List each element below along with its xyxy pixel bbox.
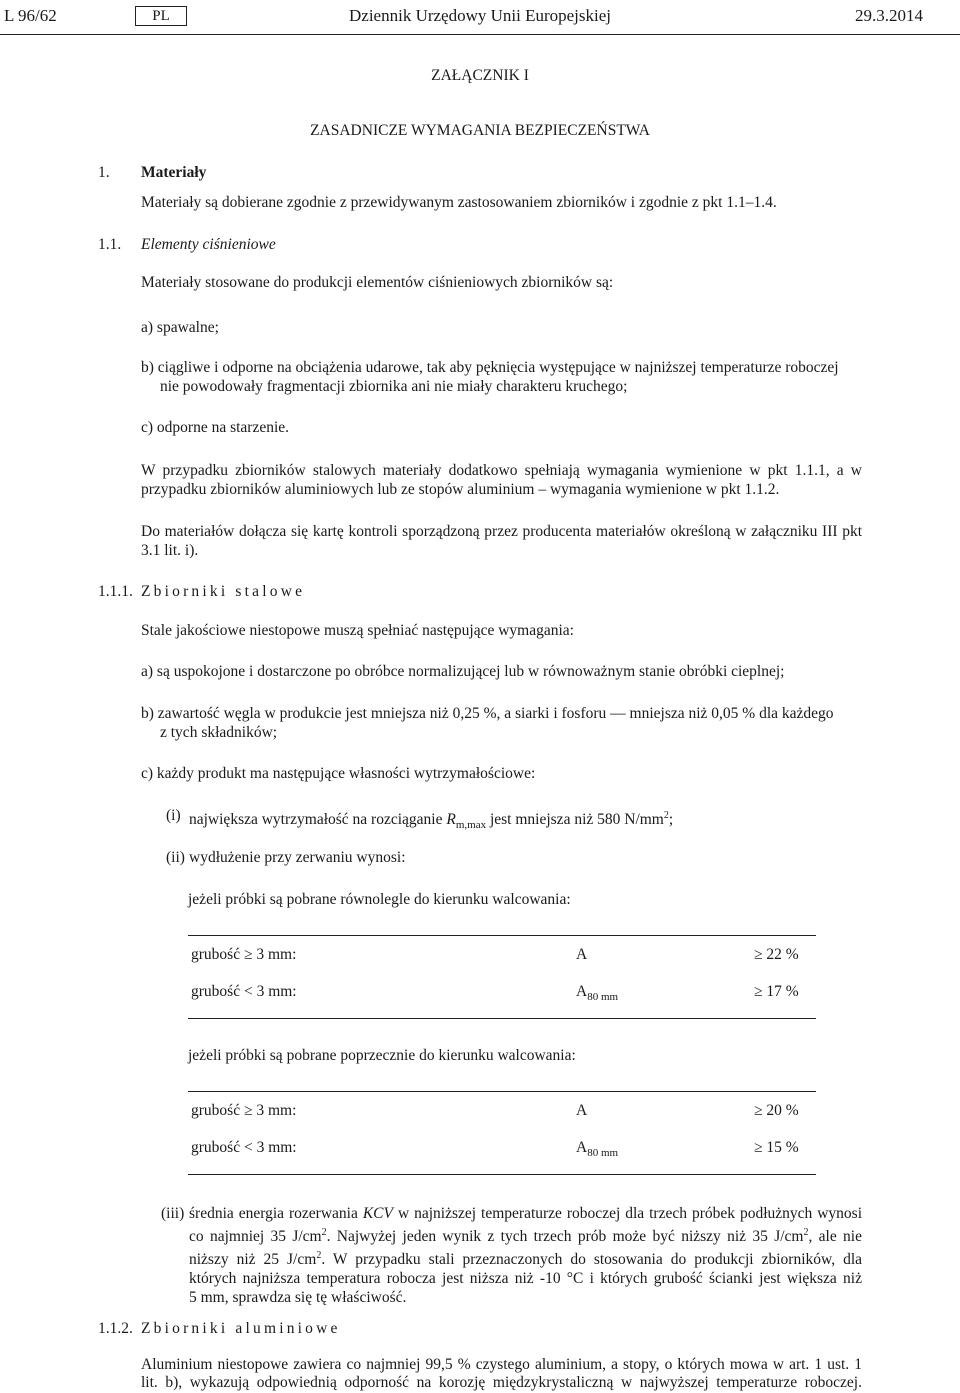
elongation-table-parallel (188, 935, 816, 1019)
steel-requirement-c: c) każdy produkt ma następujące własności wytrzymałościowe: (141, 765, 536, 782)
section-1-1-paragraph-1: W przypadku zbiorników stalowych materiały dodatkowo spełniają wymagania wymienione w pkt 1.1.1, a w przypadku zbiorników aluminiowych lub ze stopów aluminium – wymagania wymienione w pkt 1.1.2. (141, 462, 862, 498)
section-1-1-2-title: Zbiorniki aluminiowe (141, 1320, 341, 1337)
aluminium-text-line1: Aluminium niestopowe zawiera co najmniej 99,5 % czystego aluminium, a stopy, o których mowa w art. 1 ust. 1 (141, 1356, 862, 1373)
table-cell-thickness: grubość < 3 mm: (191, 983, 297, 1000)
table-rule-top (188, 1091, 816, 1092)
table-cell-symbol: $A_{80 mm}$ (576, 1139, 619, 1159)
section-1-1-1-title: Zbiorniki stalowe (141, 583, 306, 600)
table-rule-top (188, 935, 816, 936)
item-ii-text: wydłużenie przy zerwaniu wynosi: (189, 849, 406, 866)
item-i-text: największa wytrzymałość na rozciąganie $R_{m,max}$ jest mniejsza niż 580 $N/mm^2$; (189, 810, 674, 831)
table-cell-thickness: grubość ≥ 3 mm: (191, 946, 297, 963)
header-rule (0, 34, 960, 35)
table-cell-value: ≥ 17 % (754, 983, 799, 1000)
section-1-1-1-intro: Stale jakościowe niestopowe muszą spełniać następujące wymagania: (141, 622, 574, 639)
steel-requirement-b-line1: b) zawartość węgla w produkcie jest mniejsza niż 0,25 %, a siarki i fosforu — mniejsza niż 0,05 % dla każdego (141, 705, 834, 722)
annex-title: ZAŁĄCZNIK I (431, 67, 529, 84)
item-iii-text: średnia energia rozerwania KCV w najniższej temperaturze roboczej dla trzech próbek podłużnych wynosi co najmniej 35 $J/cm^2$. Najwyżej jeden wynik z tych trzech prób może być niższy niż 35 $J/cm^2$, ale nie niższy niż 25 $J/cm^2$. W przypadku stali przeznaczonych do stosowania do produkcji zbiorników, dla których najniższa temperatura robocza jest niższa niż -10 °C i których grubość ścianki jest większa niż 5 mm, sprawdza się tę właściwość. (189, 1205, 863, 1306)
steel-requirement-a: a) są uspokojone i dostarczone po obróbce normalizującej lub w równoważnym stanie obróbki cieplnej; (141, 663, 785, 680)
elongation-table-perpendicular (188, 1091, 816, 1175)
item-i-label: (i) (166, 807, 181, 824)
table-cell-value: ≥ 22 % (754, 946, 799, 963)
publication-date: 29.3.2014 (855, 6, 923, 25)
journal-title: Dziennik Urzędowy Unii Europejskiej (349, 6, 612, 25)
table-cell-thickness: grubość < 3 mm: (191, 1139, 297, 1156)
section-title: ZASADNICZE WYMAGANIA BEZPIECZEŃSTWA (310, 122, 650, 139)
section-1-number: 1. (98, 164, 110, 181)
section-1-1-intro: Materiały stosowane do produkcji elementów ciśnieniowych zbiorników są: (141, 274, 614, 291)
item-ii-label: (ii) (166, 849, 185, 866)
list-item-b-line1: b) ciągliwe i odporne na obciążenia udarowe, tak aby pęknięcia występujące w najniższej temperaturze roboczej (141, 359, 839, 376)
table-rule-bottom (188, 1018, 816, 1019)
section-1-1-1-number: 1.1.1. (98, 583, 133, 600)
section-1-1-paragraph-2: Do materiałów dołącza się kartę kontroli sporządzoną przez producenta materiałów określoną w załączniku III pkt 3.1 lit. i). (141, 523, 862, 559)
aluminium-text-line2: lit. b), wykazują odpowiednią odporność na korozję międzykrystaliczną w najwyższej temperaturze roboczej. (141, 1374, 862, 1391)
section-1-title: Materiały (141, 164, 207, 181)
page-reference: L 96/62 (4, 6, 57, 25)
table-cell-thickness: grubość ≥ 3 mm: (191, 1102, 297, 1119)
table-cell-value: ≥ 15 % (754, 1139, 799, 1156)
list-item-c-aging: c) odporne na starzenie. (141, 419, 290, 436)
language-badge: PL (135, 6, 187, 26)
table-cell-value: ≥ 20 % (754, 1102, 799, 1119)
table-rule-bottom (188, 1174, 816, 1175)
section-1-1-title: Elementy ciśnieniowe (141, 236, 276, 253)
page-header (0, 4, 960, 28)
section-1-text: Materiały są dobierane zgodnie z przewidywanym zastosowaniem zbiorników i zgodnie z pkt 1.1–1.4. (141, 194, 777, 211)
list-item-a-weldable: a) spawalne; (141, 319, 219, 336)
table-cell-symbol: $A_{80 mm}$ (576, 983, 619, 1003)
perpendicular-sampling-note: jeżeli próbki są pobrane poprzecznie do kierunku walcowania: (188, 1047, 576, 1064)
table-cell-symbol: A (576, 946, 588, 963)
section-1-1-2-number: 1.1.2. (98, 1320, 133, 1337)
item-iii-label: (iii) (161, 1205, 185, 1222)
table-cell-symbol: A (576, 1102, 588, 1119)
parallel-sampling-note: jeżeli próbki są pobrane równolegle do kierunku walcowania: (188, 891, 571, 908)
steel-requirement-b-line2: z tych składników; (160, 724, 278, 741)
list-item-b-line2: nie powodowały fragmentacji zbiornika ani nie miały charakteru kruchego; (160, 378, 628, 395)
section-1-1-number: 1.1. (98, 236, 122, 253)
